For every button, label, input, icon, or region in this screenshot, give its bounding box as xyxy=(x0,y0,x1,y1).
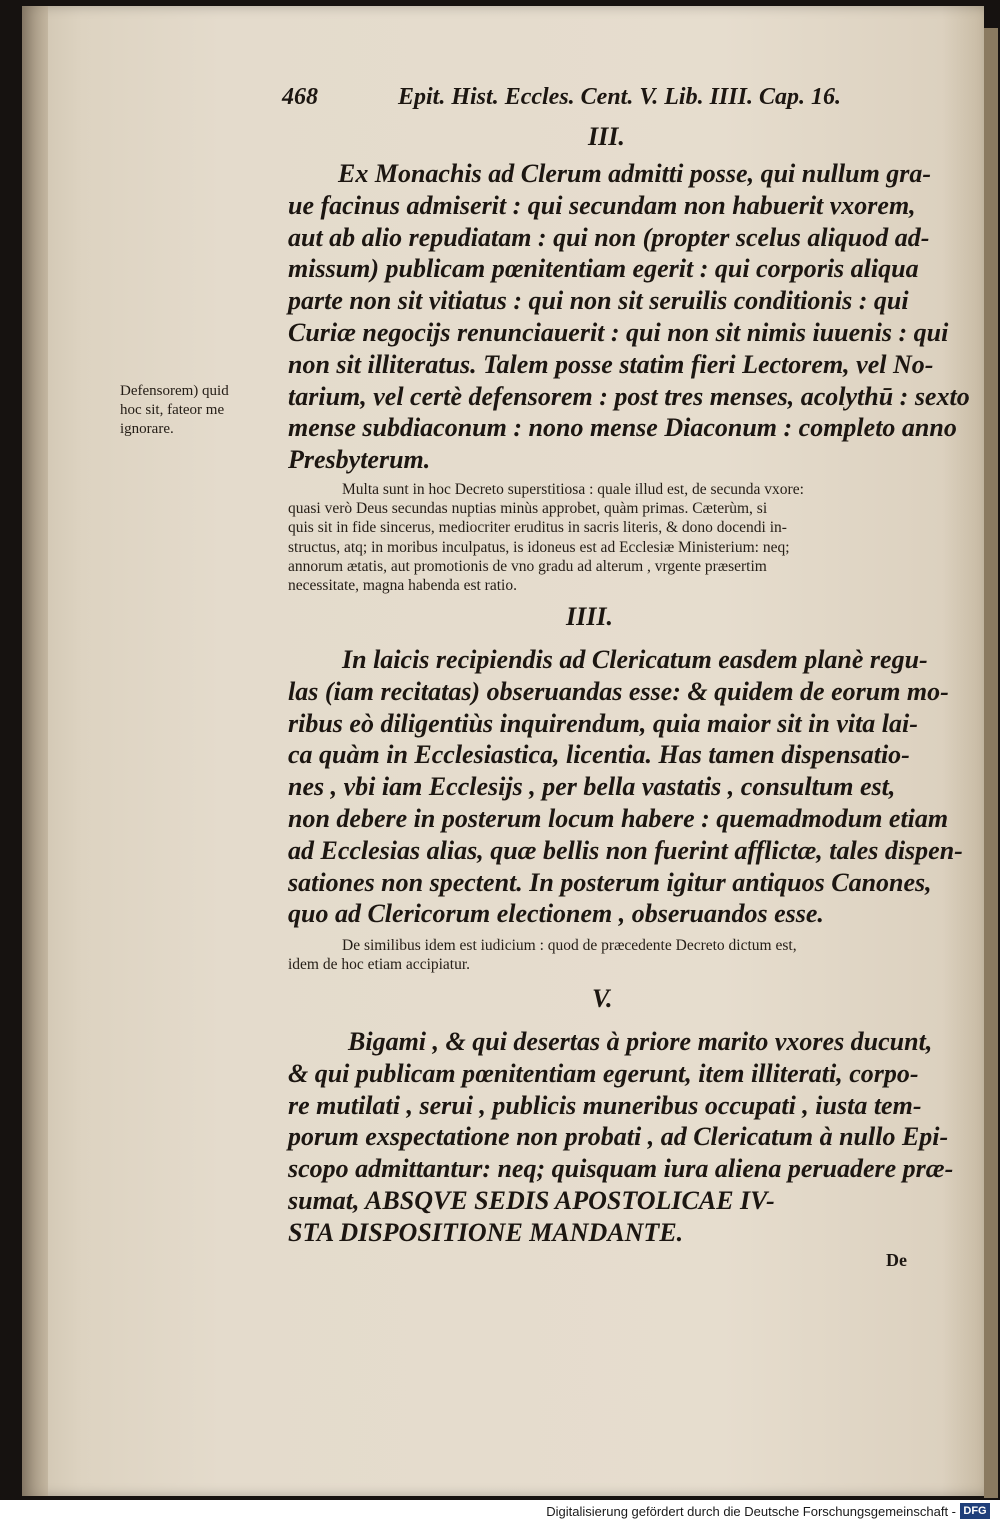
verse-line: parte non sit vitiatus : qui non sit seruilis conditionis : qui xyxy=(288,286,909,316)
page-number: 468 xyxy=(282,84,318,110)
verse-line: scopo admittantur: neq; quisquam iura aliena peruadere præ- xyxy=(288,1154,954,1184)
verse-line: ad Ecclesias alias, quæ bellis non fuerint afflictæ, tales dispen- xyxy=(288,835,963,865)
section-5-decree xyxy=(288,1026,954,1249)
commentary-line: idem de hoc etiam accipiatur. xyxy=(288,956,471,974)
margin-note-line: ignorare. xyxy=(120,421,174,437)
verse-line: non debere in posterum locum habere : quemadmodum etiam xyxy=(288,803,949,833)
verse-line: tarium, vel certè defensorem : post tres menses, acolythū : sexto xyxy=(288,381,970,411)
verse-line: Ex Monachis ad Clerum admitti posse, qui nullum gra- xyxy=(338,159,932,188)
verse-line: ribus eò diligentiùs inquirendum, quia maior sit in vita lai- xyxy=(288,708,918,738)
verse-line: missum) publicam pœnitentiam egerit : qui corporis aliqua xyxy=(288,254,919,284)
section-3-decree xyxy=(288,158,970,476)
page-gutter-shadow xyxy=(22,6,48,1496)
verse-line: Presbyterum. xyxy=(288,445,431,475)
dfg-logo-icon: DFG xyxy=(960,1503,990,1519)
page-edge-strip xyxy=(984,28,998,1498)
verse-line: las (iam recitatas) obseruandas esse: & quidem de eorum mo- xyxy=(288,676,949,706)
margin-note-line: hoc sit, fateor me xyxy=(120,402,225,418)
verse-line: aut ab alio repudiatam : qui non (propter scelus aliquod ad- xyxy=(288,222,930,252)
catchword: De xyxy=(886,1250,907,1270)
verse-line: In laicis recipiendis ad Clericatum easdem planè regu- xyxy=(342,645,928,674)
verse-line: ue facinus admiserit : qui secundam non habuerit vxorem, xyxy=(288,190,916,220)
commentary-line: quis sit in fide sincerus, mediocriter eruditus in sacris literis, & dono docendi in- xyxy=(288,519,787,537)
verse-line: nes , vbi iam Ecclesijs , per bella vastatis , consultum est, xyxy=(288,772,896,802)
verse-line: mense subdiaconum : nono mense Diaconum : completo anno xyxy=(288,413,957,443)
verse-line: sumat, ABSQVE SEDIS APOSTOLICAE IV- xyxy=(288,1185,775,1215)
section-number-4: IIII. xyxy=(566,602,613,631)
section-4-decree xyxy=(288,644,963,930)
verse-line: Curiæ negocijs renunciauerit : qui non sit nimis iuuenis : qui xyxy=(288,317,949,347)
verse-line: quo ad Clericorum electionem , obseruandos esse. xyxy=(288,899,824,929)
verse-line: ca quàm in Ecclesiastica, licentia. Has tamen dispensatio- xyxy=(288,740,910,770)
verse-line: & qui publicam pœnitentiam egerunt, item illiterati, corpo- xyxy=(288,1058,919,1088)
commentary-line: De similibus idem est iudicium : quod de præcedente Decreto dictum est, xyxy=(342,937,797,954)
verse-line: sationes non spectent. In posterum igitur antiquos Canones, xyxy=(288,867,932,897)
footer-funding-text: Digitalisierung gefördert durch die Deutsche Forschungsgemeinschaft - xyxy=(546,1504,956,1519)
margin-note xyxy=(120,382,229,439)
section-3-commentary xyxy=(288,480,920,595)
verse-line: re mutilati , serui , publicis muneribus occupati , iusta tem- xyxy=(288,1090,922,1120)
margin-note-line: Defensorem) quid xyxy=(120,383,229,399)
commentary-line: necessitate, magna habenda est ratio. xyxy=(288,576,517,594)
commentary-line: structus, atq; in moribus inculpatus, is idoneus est ad Ecclesiæ Ministerium: neq; xyxy=(288,538,790,556)
commentary-line: annorum ætatis, aut promotionis de vno gradu ad alterum , vrgente præsertim xyxy=(288,557,767,575)
section-number-3: III. xyxy=(588,122,625,151)
section-number-5: V. xyxy=(592,984,613,1013)
commentary-line: quasi verò Deus secundas nuptias minùs approbet, quàm primas. Cæterùm, si xyxy=(288,500,768,518)
verse-line: Bigami , & qui desertas à priore marito vxores ducunt, xyxy=(348,1027,933,1056)
commentary-line: Multa sunt in hoc Decreto superstitiosa : quale illud est, de secunda vxore: xyxy=(342,481,804,498)
verse-line: non sit illiteratus. Talem posse statim fieri Lectorem, vel No- xyxy=(288,349,934,379)
section-4-commentary xyxy=(288,936,920,974)
verse-line: STA DISPOSITIONE MANDANTE. xyxy=(288,1217,684,1247)
verse-line: porum exspectatione non probati , ad Clericatum à nullo Epi- xyxy=(288,1122,949,1152)
running-head: Epit. Hist. Eccles. Cent. V. Lib. IIII. Cap. 16. xyxy=(398,84,841,110)
